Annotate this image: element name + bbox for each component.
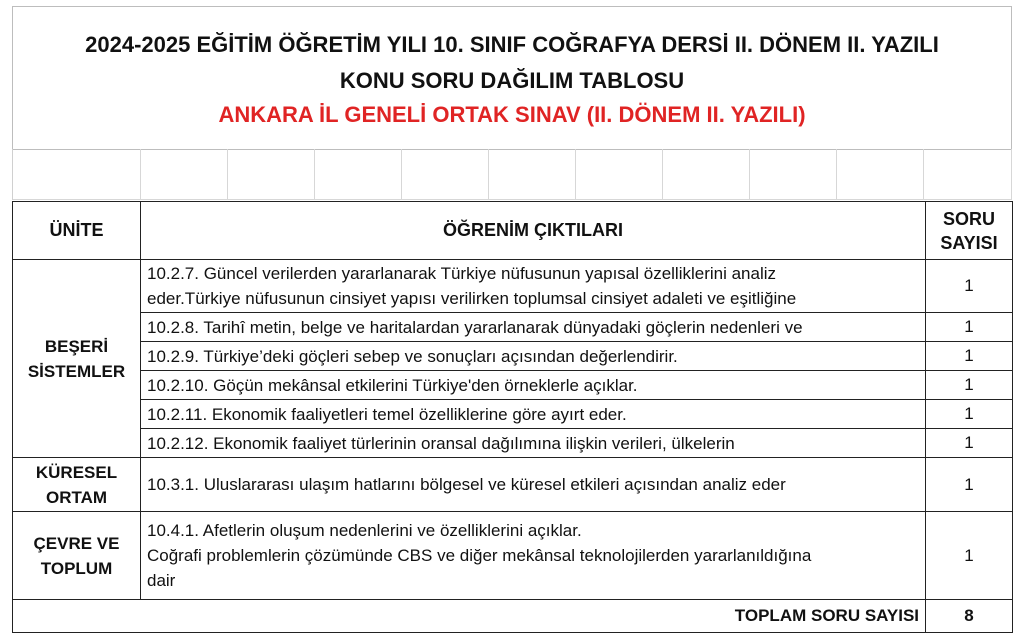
header-outcomes[interactable]: ÖĞRENİM ÇIKTILARI <box>141 202 926 260</box>
count-cell[interactable]: 1 <box>926 342 1013 371</box>
count-cell[interactable]: 1 <box>926 400 1013 429</box>
outcome-cell[interactable] <box>141 512 926 600</box>
header-row <box>13 202 1013 260</box>
unit-label-line-1: BEŞERİ <box>44 336 109 356</box>
empty-cell[interactable] <box>141 149 228 200</box>
outcome-text-line-1: 10.4.1. Afetlerin oluşum nedenlerini ve özelliklerini açıklar. <box>147 521 582 540</box>
table-row <box>13 313 1013 342</box>
total-value[interactable]: 8 <box>926 600 1013 633</box>
title-block <box>12 6 1012 150</box>
table-row <box>13 260 1013 313</box>
empty-cell[interactable] <box>837 149 924 200</box>
unit-label-line-2: ORTAM <box>45 487 108 507</box>
table-row <box>13 512 1013 600</box>
unit-label-line-1: ÇEVRE VE <box>33 533 120 553</box>
unit-label-line-2: SİSTEMLER <box>27 361 126 381</box>
table-row <box>13 371 1013 400</box>
outcome-text-line-3: dair <box>147 571 176 590</box>
unit-cell-beseri-sistemler[interactable] <box>13 260 141 458</box>
unit-label-line-1: KÜRESEL <box>35 462 118 482</box>
outcome-text-line-2: Coğrafi problemlerin çözümünde CBS ve diğer mekânsal teknolojilerden yararlanıldığına <box>147 546 812 565</box>
header-unit[interactable]: ÜNİTE <box>13 202 141 260</box>
outcome-cell[interactable]: 10.3.1. Uluslararası ulaşım hatlarını bölgesel ve küresel etkileri açısından analiz eder <box>141 458 926 512</box>
table-row <box>13 458 1013 512</box>
empty-cell-row <box>12 149 1013 200</box>
unit-label-line-2: TOPLUM <box>40 558 113 578</box>
distribution-table <box>12 201 1013 633</box>
outcome-text-line-1: 10.2.7. Güncel verilerden yararlanarak Türkiye nüfusunun yapısal özelliklerini analiz <box>147 264 777 283</box>
outcome-cell[interactable]: 10.2.8. Tarihî metin, belge ve haritalardan yararlanarak dünyadaki göçlerin nedenleri ve <box>141 313 926 342</box>
outcome-cell[interactable]: 10.2.11. Ekonomik faaliyetleri temel özelliklerine göre ayırt eder. <box>141 400 926 429</box>
empty-cell[interactable] <box>228 149 315 200</box>
count-cell[interactable]: 1 <box>926 429 1013 458</box>
empty-cell[interactable] <box>489 149 576 200</box>
table-row <box>13 400 1013 429</box>
count-cell[interactable]: 1 <box>926 458 1013 512</box>
header-count-line-2: SAYISI <box>940 232 998 253</box>
table-row <box>13 342 1013 371</box>
unit-cell-cevre-ve-toplum[interactable] <box>13 512 141 600</box>
empty-cell[interactable] <box>402 149 489 200</box>
empty-cell[interactable] <box>750 149 837 200</box>
table-row <box>13 429 1013 458</box>
total-row <box>13 600 1013 633</box>
empty-cell[interactable] <box>13 149 141 200</box>
header-question-count[interactable] <box>926 202 1013 260</box>
empty-cell[interactable] <box>315 149 402 200</box>
title-line-3: ANKARA İL GENELİ ORTAK SINAV (II. DÖNEM II. YAZILI) <box>218 102 806 127</box>
outcome-text-line-2: eder.Türkiye nüfusunun cinsiyet yapısı verilirken toplumsal cinsiyet adaleti ve eşitliğine <box>147 289 797 308</box>
outcome-cell[interactable]: 10.2.9. Türkiye’deki göçleri sebep ve sonuçları açısından değerlendirir. <box>141 342 926 371</box>
count-cell[interactable]: 1 <box>926 512 1013 600</box>
title-line-1: 2024-2025 EĞİTİM ÖĞRETİM YILI 10. SINIF COĞRAFYA DERSİ II. DÖNEM II. YAZILI <box>85 32 939 57</box>
empty-cell[interactable] <box>663 149 750 200</box>
header-count-line-1: SORU <box>942 208 995 229</box>
count-cell[interactable]: 1 <box>926 313 1013 342</box>
outcome-cell[interactable]: 10.2.12. Ekonomik faaliyet türlerinin oransal dağılımına ilişkin verileri, ülkelerin <box>141 429 926 458</box>
empty-cell[interactable] <box>576 149 663 200</box>
outcome-cell[interactable]: 10.2.10. Göçün mekânsal etkilerini Türkiye'den örneklerle açıklar. <box>141 371 926 400</box>
unit-cell-kuresel-ortam[interactable] <box>13 458 141 512</box>
spreadsheet-page <box>12 6 1012 632</box>
count-cell[interactable]: 1 <box>926 260 1013 313</box>
title-line-2: KONU SORU DAĞILIM TABLOSU <box>339 68 685 93</box>
outcome-cell[interactable] <box>141 260 926 313</box>
count-cell[interactable]: 1 <box>926 371 1013 400</box>
empty-cell[interactable] <box>924 149 1012 200</box>
total-label[interactable]: TOPLAM SORU SAYISI <box>13 600 926 633</box>
